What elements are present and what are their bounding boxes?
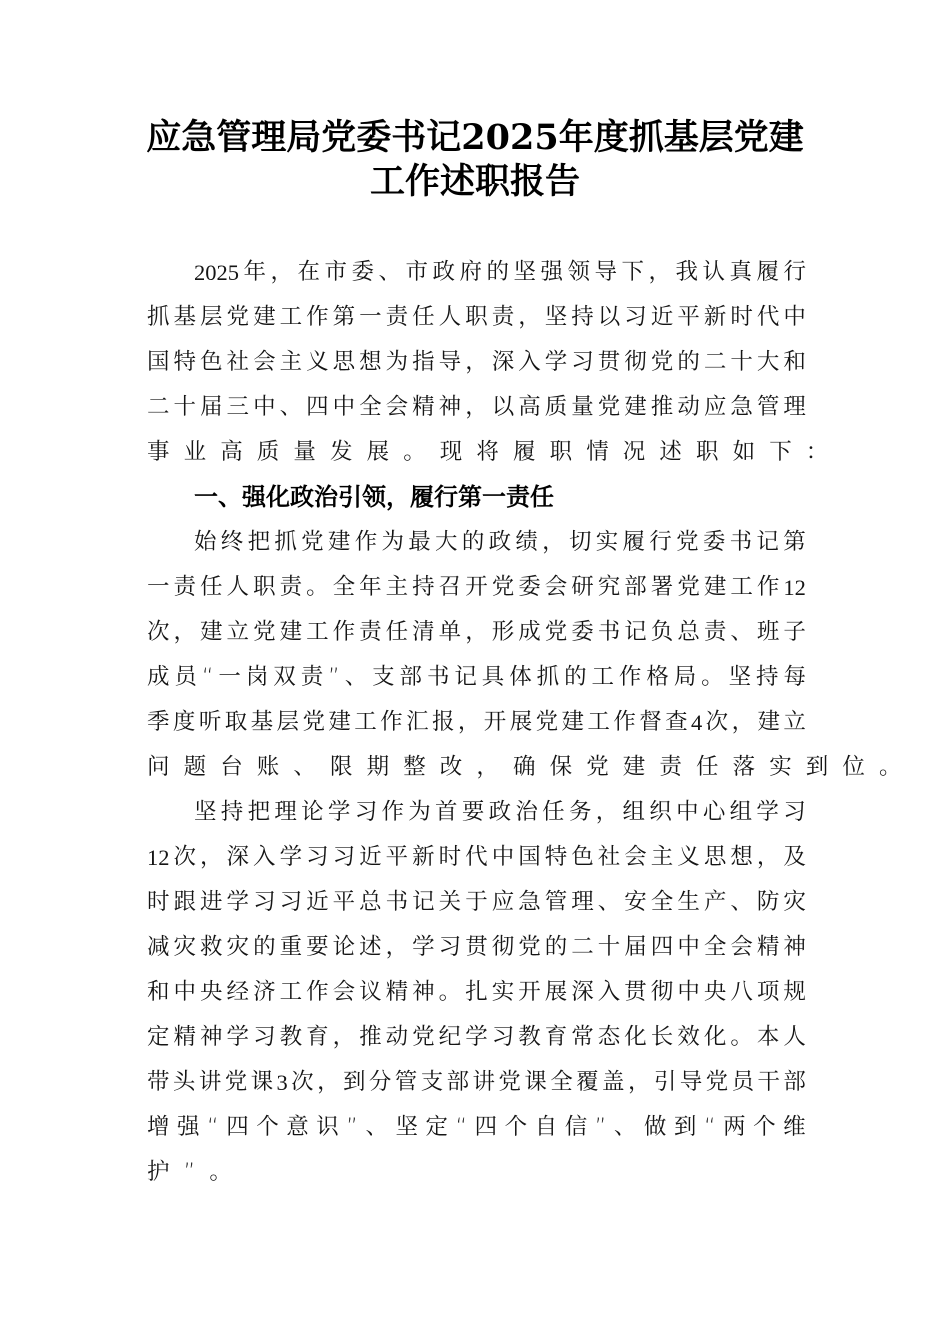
body-paragraph-line <box>147 745 916 790</box>
body-paragraph-line: 季 度 听 取 基 层 党 建 工 作 汇 报 ， 开 展 党 建 工 作 督 查 4 次 ， 建 立 <box>147 709 806 735</box>
body-paragraph-line: 成 员 “ 一 岗 双 责 ” 、 支 部 书 记 具 体 抓 的 工 作 格 局 。 坚 持 每 <box>147 664 806 690</box>
body-paragraph-line: 定 精 神 学 习 教 育 ， 推 动 党 纪 学 习 教 育 常 态 化 长 效 化 。 本 人 <box>147 1024 806 1050</box>
intro-paragraph-line <box>147 430 843 475</box>
body-paragraph-last-text: 护”。 <box>147 1159 246 1185</box>
intro-paragraph-line: 国 特 色 社 会 主 义 思 想 为 指 导 ， 深 入 学 习 贯 彻 党 的 二 十 大 和 <box>147 349 806 375</box>
section-heading: 一、强化政治引领，履行第一责任 <box>194 483 554 511</box>
body-paragraph-line: 12 次 ， 深 入 学 习 习 近 平 新 时 代 中 国 特 色 社 会 主 义 思 想 ， 及 <box>147 844 806 870</box>
body-paragraph-line <box>147 1150 806 1195</box>
body-paragraph-line: 和 中 央 经 济 工 作 会 议 精 神 。 扎 实 开 展 深 入 贯 彻 中 央 八 项 规 <box>147 979 806 1005</box>
intro-paragraph-line: 抓 基 层 党 建 工 作 第 一 责 任 人 职 责 ， 坚 持 以 习 近 平 新 时 代 中 <box>147 304 806 330</box>
body-paragraph-line: 减 灾 救 灾 的 重 要 论 述 ， 学 习 贯 彻 党 的 二 十 届 四 中 全 会 精 神 <box>147 934 806 960</box>
intro-paragraph-last-text: 事业高质量发展。现将履职情况述职如下： <box>147 439 843 465</box>
document-title-line-1: 应急管理局党委书记2025年度抓基层党建 <box>146 117 804 158</box>
document-title-line-2: 工作述职报告 <box>369 161 580 202</box>
body-paragraph-line: 一 责 任 人 职 责 。 全 年 主 持 召 开 党 委 会 研 究 部 署 党 建 工 作 12 <box>147 574 806 600</box>
body-paragraph-line: 始 终 把 抓 党 建 作 为 最 大 的 政 绩 ， 切 实 履 行 党 委 书 记 第 <box>194 529 806 555</box>
intro-paragraph-line: 二 十 届 三 中 、 四 中 全 会 精 神 ， 以 高 质 量 党 建 推 动 应 急 管 理 <box>147 394 806 420</box>
body-paragraph-line: 带 头 讲 党 课 3 次 ， 到 分 管 支 部 讲 党 课 全 覆 盖 ， 引 导 党 员 干 部 <box>147 1069 806 1095</box>
body-paragraph-line: 增 强 “ 四 个 意 识 ” 、 坚 定 “ 四 个 自 信 ” 、 做 到 “ 两 个 维 <box>147 1114 806 1140</box>
intro-paragraph-line: 2025 年 ， 在 市 委 、 市 政 府 的 坚 强 领 导 下 ， 我 认 真 履 行 <box>194 259 806 285</box>
body-paragraph-line: 次 ， 建 立 党 建 工 作 责 任 清 单 ， 形 成 党 委 书 记 负 总 责 、 班 子 <box>147 619 806 645</box>
body-paragraph-line: 时 跟 进 学 习 习 近 平 总 书 记 关 于 应 急 管 理 、 安 全 生 产 、 防 灾 <box>147 889 806 915</box>
body-paragraph-line: 坚 持 把 理 论 学 习 作 为 首 要 政 治 任 务 ， 组 织 中 心 组 学 习 <box>194 799 806 825</box>
body-paragraph-last-text: 问题台账、限期整改，确保党建责任落实到位。 <box>147 754 916 780</box>
